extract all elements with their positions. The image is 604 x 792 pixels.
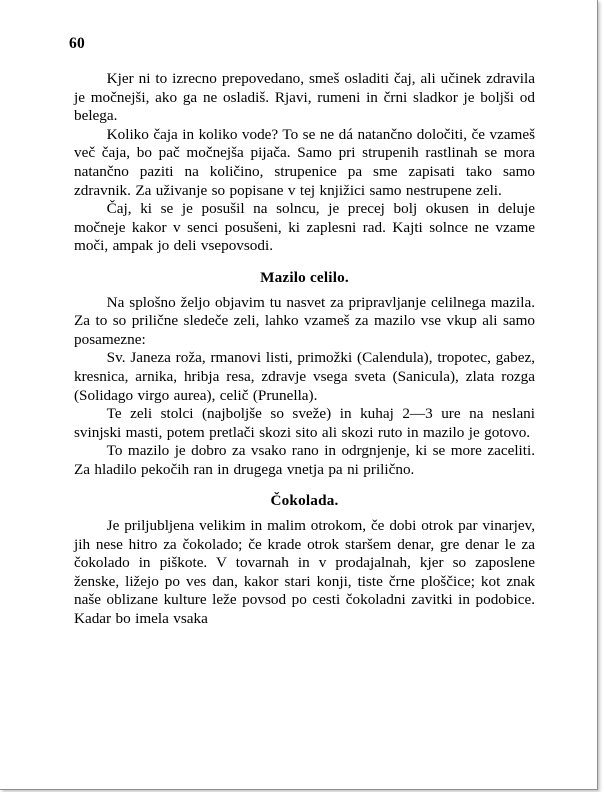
- text-column: [74, 70, 535, 629]
- paragraph-chocolate: Je priljubljena velikim in malim otrokom, če dobi otrok par vinarjev, jih nese hitro za čokolado; če krade otrok staršem denar, gre denar le za čokolado in piškote. V tovarnah in v prodajalnah, kjer so zaposlene ženske, ližejo po ves dan, kakor stari konji, tiste črne ploščice; kot znak naše oblizane kulture leže povsod po cesti čokoladni zavitki in podobice. Kadar bo imela vsaka: [74, 517, 535, 628]
- paragraph-ointment-preparation: Te zeli stolci (najboljše so sveže) in kuhaj 2—3 ure na neslani svinjski masti, potem pretlači skozi sito ali skozi ruto in mazilo je gotovo.: [74, 405, 535, 441]
- paragraph-tea-water-proportions: Koliko čaja in koliko vode? To se ne dá natančno določiti, če vzameš več čaja, bo pač močnejša pijača. Samo pri strupenih rastlinah se mora natančno paziti na količino, strupenice pa sme zapisati tako samo zdravnik. Za uživanje so popisane v tej knjižici samo nestrupene zeli.: [74, 125, 535, 199]
- paragraph-sweetening-tea: Kjer ni to izrecno prepovedano, smeš osladiti čaj, ali učinek zdravila je močnejši, ako ga ne osladiš. Rjavi, rumeni in črni sladkor je boljši od belega.: [74, 70, 535, 125]
- paragraph-herb-list: Sv. Janeza roža, rmanovi listi, primožki (Calendula), tropotec, gabez, kresnica, arnika, hribja resa, zdravje vsega sveta (Sanicula), zlata rozga (Solidago virgo aurea), celič (Prunella).: [74, 349, 535, 404]
- heading-mazilo-celilo: Mazilo celilo.: [260, 268, 349, 286]
- page-number: 60: [69, 35, 86, 52]
- heading-cokolada: Čokolada.: [270, 492, 339, 510]
- paragraph-sun-dried-tea: Čaj, ki se je posušil na solncu, je precej bolj okusen in deluje močneje kakor v senci posušeni, ki zaplesni rad. Kajti solnce ne vzame moči, ampak jo deli vsepovsodi.: [74, 200, 535, 255]
- paragraph-ointment-uses: To mazilo je dobro za vsako rano in odrgnjenje, ki se more zaceliti. Za hladilo pekočih ran in drugega vnetja pa ni prilično.: [74, 442, 535, 478]
- paragraph-healing-ointment-intro: Na splošno željo objavim tu nasvet za pripravljanje celilnega mazila. Za to so prilične sledeče zeli, lahko vzameš za mazilo vse vkup ali samo posamezne:: [74, 293, 535, 348]
